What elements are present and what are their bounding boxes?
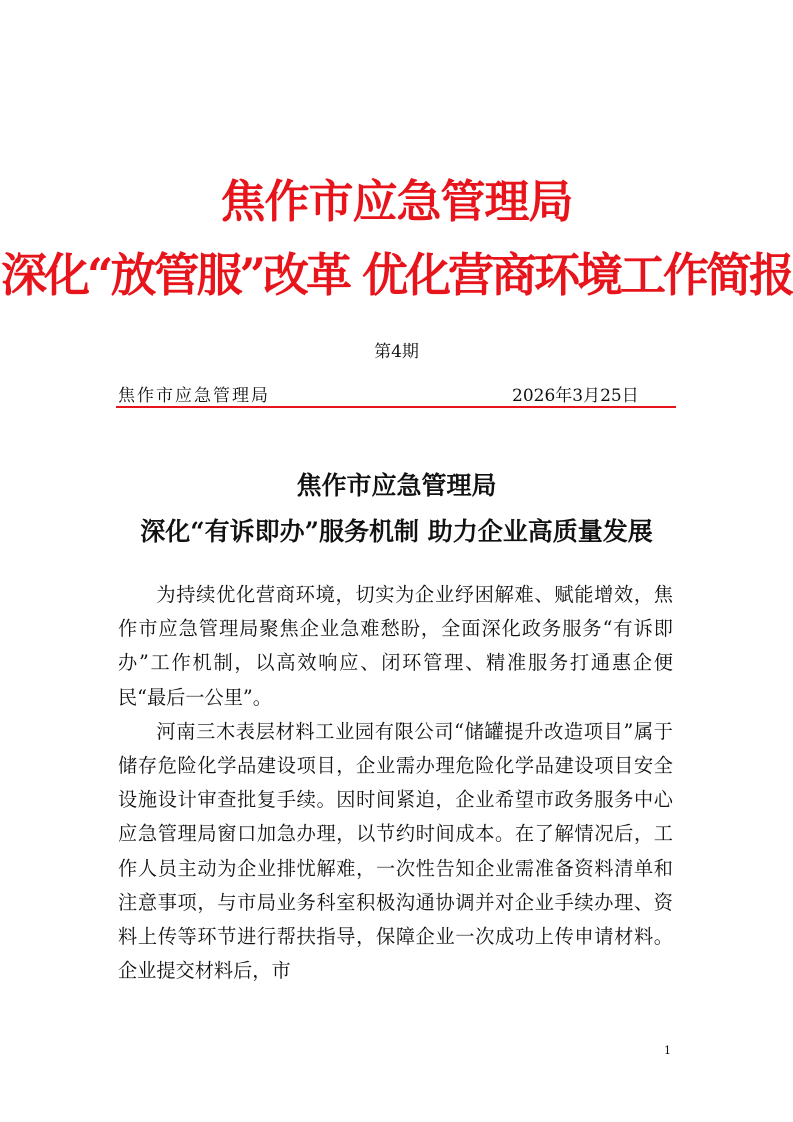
issue-date: 2026年3月25日 — [512, 386, 639, 406]
article-body — [118, 578, 673, 988]
article-title-line1: 焦作市应急管理局 — [296, 471, 497, 500]
masthead-title: 焦作市应急管理局 — [220, 175, 573, 228]
masthead-subtitle: 深化“放管服”改革 优化营商环境工作简报 — [1, 248, 792, 302]
issue-number: 第4期 — [374, 342, 419, 362]
article-title-line2: 深化“有诉即办”服务机制 助力企业高质量发展 — [140, 517, 653, 546]
red-divider — [116, 406, 676, 408]
issuing-organization: 焦作市应急管理局 — [118, 386, 270, 406]
paragraph: 为持续优化营商环境，切实为企业纾困解难、赋能增效，焦作市应急管理局聚焦企业急难愁盼，全面深化政务服务“有诉即办”工作机制，以高效响应、闭环管理、精准服务打通惠企便民“最后一公里”。 — [118, 583, 673, 709]
paragraph: 河南三木表层材料工业园有限公司“储罐提升改造项目”属于储存危险化学品建设项目，企业需办理危险化学品建设项目安全设施设计审查批复手续。因时间紧迫，企业希望市政务服务中心应急管理局窗口加急办理，以节约时间成本。在了解情况后，工作人员主动为企业排忧解难，一次性告知企业需准备资料清单和注意事项，与市局业务科室积极沟通协调并对企业手续办理、资料上传等环节进行帮扶指导，保障企业一次成功上传申请材料。企业提交材料后，市 — [118, 719, 673, 983]
page-number: 1 — [664, 1044, 671, 1057]
